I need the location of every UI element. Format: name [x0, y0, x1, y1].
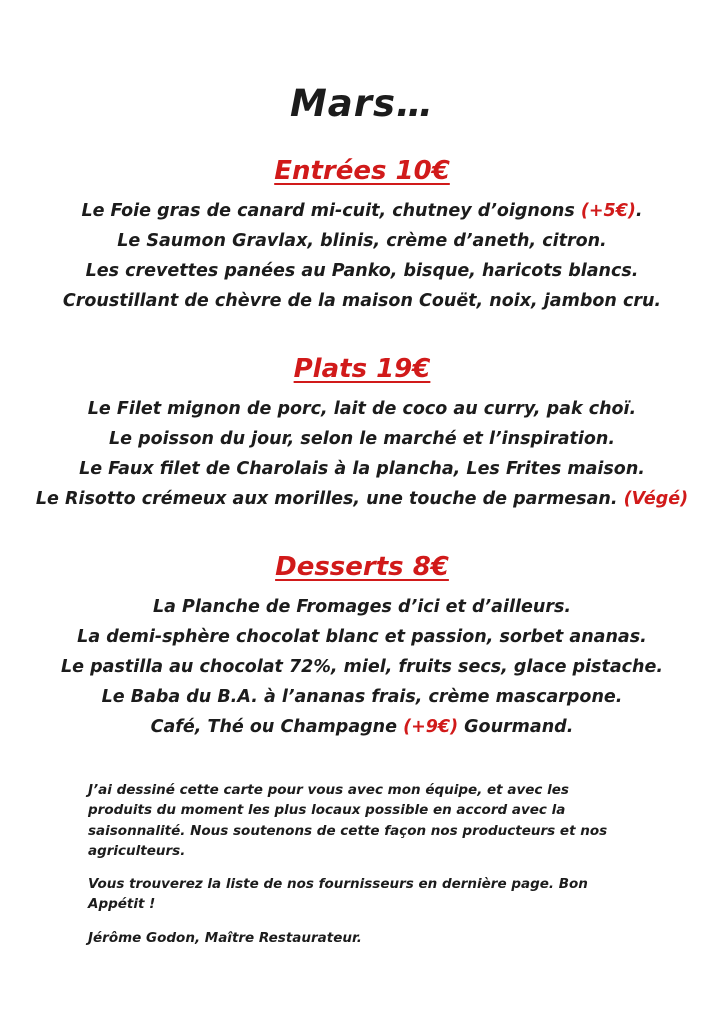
item-text: .: [635, 201, 643, 221]
menu-footer: [88, 780, 636, 948]
item-text: Les crevettes panées au Panko, bisque, haricots blancs.: [85, 261, 639, 281]
item-text: Gourmand.: [458, 717, 574, 737]
price-supplement: (+9€): [403, 717, 459, 737]
item-text: Le Foie gras de canard mi-cuit, chutney d’oignons: [81, 201, 581, 221]
menu-item: [0, 196, 724, 226]
section-plats: [0, 352, 724, 514]
menu-item: [0, 286, 724, 316]
menu-item: [0, 592, 724, 622]
section-entrees: [0, 154, 724, 316]
item-text: Café, Thé ou Champagne: [150, 717, 404, 737]
item-text: La demi-sphère chocolat blanc et passion, sorbet ananas.: [77, 627, 647, 647]
menu-item: [0, 682, 724, 712]
section-desserts: [0, 550, 724, 742]
menu-item: [0, 394, 724, 424]
menu-item: [0, 226, 724, 256]
menu-item: [0, 256, 724, 286]
menu-item: [0, 652, 724, 682]
item-text: Le pastilla au chocolat 72%, miel, fruits secs, glace pistache.: [61, 657, 663, 677]
footer-signature: Jérôme Godon, Maître Restaurateur.: [88, 929, 362, 946]
menu-item: [0, 424, 724, 454]
price-supplement: (+5€): [580, 201, 636, 221]
section-heading-desserts: Desserts 8€: [275, 552, 449, 582]
item-text: Le Baba du B.A. à l’ananas frais, crème mascarpone.: [101, 687, 623, 707]
item-text: Le Filet mignon de porc, lait de coco au curry, pak choï.: [87, 399, 637, 419]
section-heading-plats: Plats 19€: [293, 354, 431, 384]
menu-item: [0, 484, 724, 514]
item-text: Le Saumon Gravlax, blinis, crème d’aneth, citron.: [117, 231, 607, 251]
section-heading-entrees: Entrées 10€: [274, 156, 450, 186]
item-text: Le poisson du jour, selon le marché et l’inspiration.: [108, 429, 615, 449]
menu-title: Mars…: [289, 82, 435, 125]
menu-item: [0, 454, 724, 484]
footer-note-fournisseurs: Vous trouverez la liste de nos fournisseurs en dernière page. Bon Appétit !: [88, 876, 588, 913]
item-text: Croustillant de chèvre de la maison Couët, noix, jambon cru.: [62, 291, 662, 311]
item-text: Le Risotto crémeux aux morilles, une touche de parmesan.: [35, 489, 624, 509]
menu-item: [0, 712, 724, 742]
item-text: Le Faux filet de Charolais à la plancha, Les Frites maison.: [79, 459, 645, 479]
item-text: La Planche de Fromages d’ici et d’ailleurs.: [152, 597, 572, 617]
vege-badge: (Végé): [623, 489, 689, 509]
footer-note-locavore: J’ai dessiné cette carte pour vous avec mon équipe, et avec les produits du moment les plus locaux possible en accord avec la saisonnalité. Nous soutenons de cette façon nos producteurs et nos agriculteurs.: [88, 782, 608, 859]
menu-item: [0, 622, 724, 652]
